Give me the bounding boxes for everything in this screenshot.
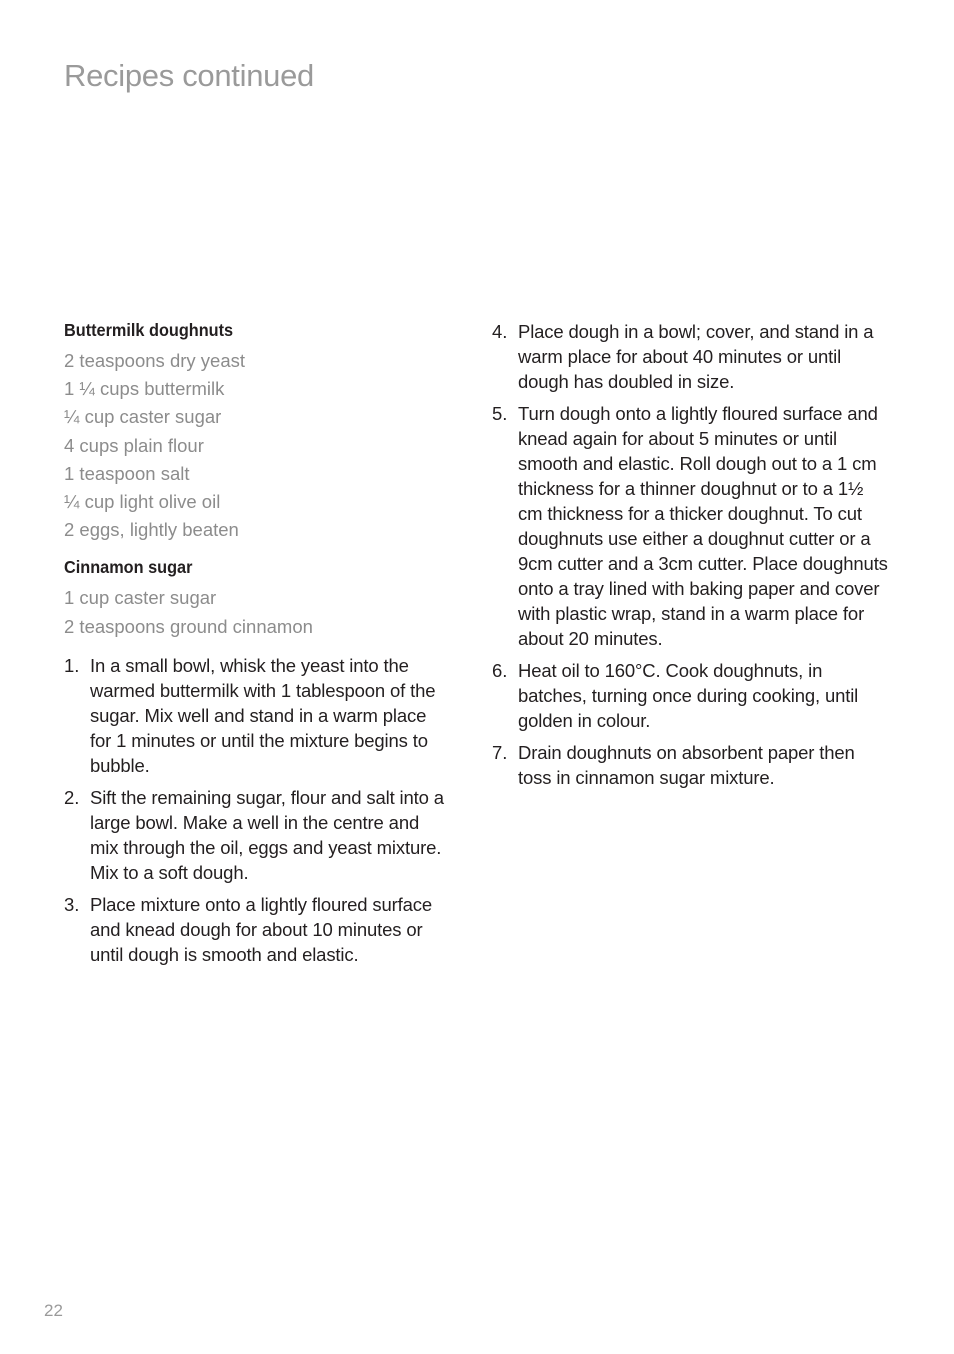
method-steps-left (64, 653, 448, 967)
step-text: Heat oil to 160°C. Cook doughnuts, in batches, turning once during cooking, until golden in colour. (518, 660, 859, 731)
ingredient-item: 2 teaspoons dry yeast (64, 350, 245, 371)
right-column (492, 319, 892, 797)
page-number: 22 (44, 1301, 63, 1320)
step-text: Place dough in a bowl; cover, and stand in a warm place for about 40 minutes or until dough has doubled in size. (518, 321, 874, 392)
page-title: Recipes continued (64, 58, 314, 93)
step-text: Place mixture onto a lightly floured surface and knead dough for about 10 minutes or until dough is smooth and elastic. (90, 893, 432, 965)
step-text: Sift the remaining sugar, flour and salt into a large bowl. Make a well in the centre and mix through the oil, eggs and yeast mixture. Mix to a soft dough. (90, 786, 444, 883)
step-number: 1. (64, 654, 80, 676)
recipe-title: Buttermilk doughnuts (64, 320, 234, 340)
left-column (64, 319, 448, 974)
step-number: 5. (492, 403, 508, 424)
method-step (492, 319, 892, 394)
method-step (492, 740, 892, 790)
step-number: 7. (492, 742, 508, 763)
ingredient-item: 1 ¼ cups buttermilk (64, 378, 225, 400)
step-number: 6. (492, 660, 508, 681)
step-number: 3. (64, 893, 80, 915)
step-number: 2. (64, 786, 80, 808)
ingredient-list (64, 347, 448, 544)
sub-section-title: Cinnamon sugar (64, 557, 193, 578)
ingredient-item: 2 eggs, lightly beaten (64, 519, 239, 541)
ingredient-item: ¼ cup light olive oil (64, 491, 221, 513)
method-step (64, 653, 448, 778)
ingredient-item: 1 cup caster sugar (64, 587, 217, 609)
method-steps-right (492, 319, 892, 790)
sub-ingredient-list (64, 584, 448, 640)
method-step (492, 401, 892, 651)
step-text: Turn dough onto a lightly floured surface and knead again for about 5 minutes or until smooth and elastic. Roll dough out to a 1 cm thickness for a thinner doughnut or to a 1½ cm thickness for a thicker doughnut. To cut doughnuts use either a doughnut cutter or a 9cm cutter and a 3cm cutter. Place doughnuts onto a tray lined with baking paper and cover with plastic wrap, stand in a warm place for about 20 minutes. (518, 403, 888, 649)
ingredient-item: 4 cups plain flour (64, 434, 204, 456)
step-text: Drain doughnuts on absorbent paper then toss in cinnamon sugar mixture. (518, 742, 855, 788)
ingredient-item: 2 teaspoons ground cinnamon (64, 615, 313, 637)
method-step (64, 892, 448, 967)
method-step (492, 658, 892, 733)
step-text: In a small bowl, whisk the yeast into the warmed buttermilk with 1 tablespoon of the sugar. Mix well and stand in a warm place for 1 minutes or until the mixture begins to bubble. (90, 654, 436, 776)
step-number: 4. (492, 321, 508, 342)
method-step (64, 785, 448, 885)
ingredient-item: 1 teaspoon salt (64, 462, 190, 484)
ingredient-item: ¼ cup caster sugar (64, 406, 222, 428)
